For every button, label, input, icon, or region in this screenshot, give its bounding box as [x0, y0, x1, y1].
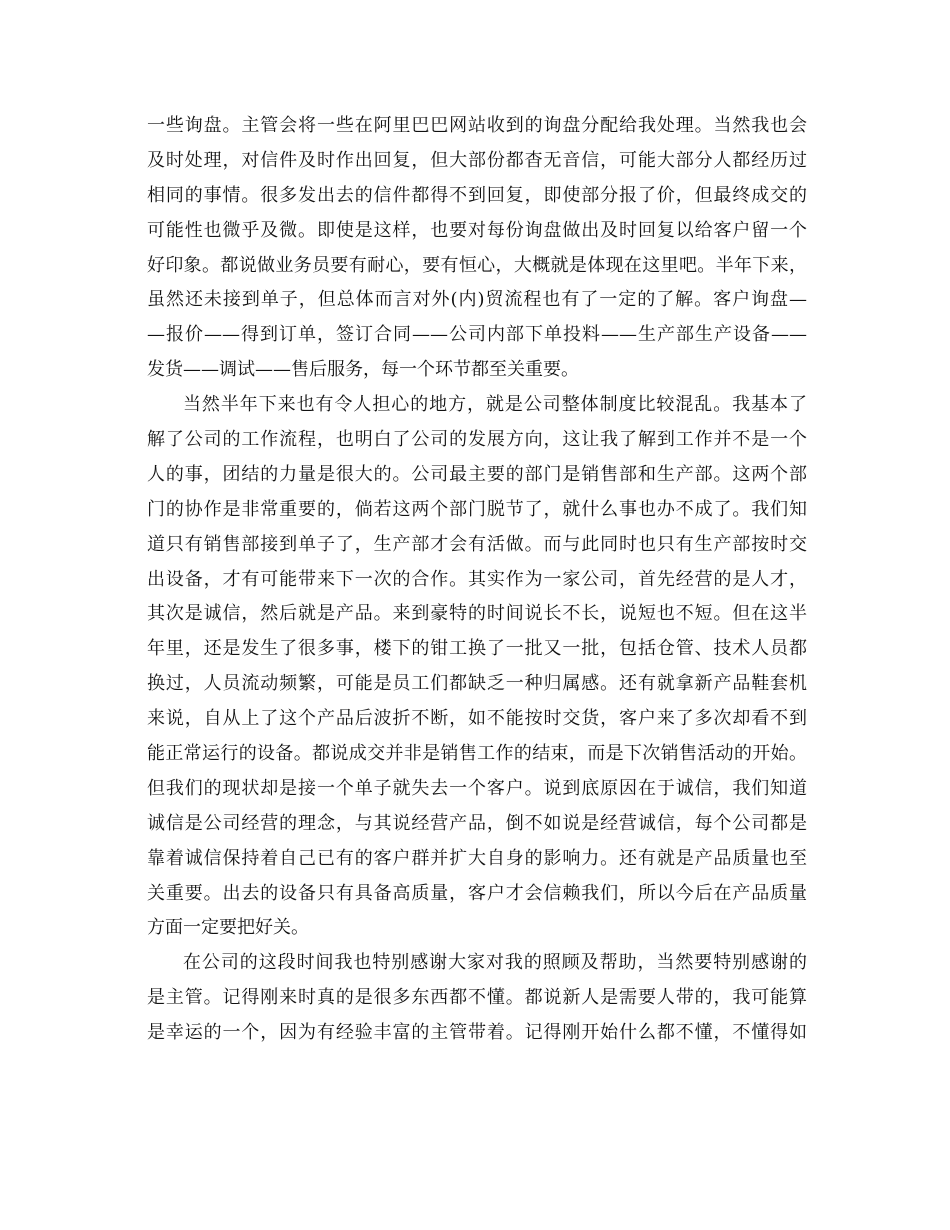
text-line: 能正常运行的设备。都说成交并非是销售工作的结束，而是下次销售活动的开始。	[147, 743, 807, 765]
text-line: 好印象。都说做业务员要有耐心，要有恒心，大概就是体现在这里吧。半年下来，	[147, 254, 807, 276]
text-line: 来说，自从上了这个产品后波折不断，如不能按时交货，客户来了多次却看不到	[147, 708, 807, 730]
text-line: 在公司的这段时间我也特别感谢大家对我的照顾及帮助，当然要特别感谢的	[183, 952, 807, 974]
text-line: 其次是诚信，然后就是产品。来到豪特的时间说长不长，说短也不短。但在这半	[147, 603, 807, 625]
text-line: 诚信是公司经营的理念，与其说经营产品，倒不如说是经营诚信，每个公司都是	[147, 812, 807, 834]
text-line: 年里，还是发生了很多事，楼下的钳工换了一批又一批，包括仓管、技术人员都	[147, 638, 807, 660]
body-text	[147, 109, 807, 1051]
text-line: 换过，人员流动频繁，可能是员工们都缺乏一种归属感。还有就拿新产品鞋套机	[147, 673, 807, 695]
text-line: —报价——得到订单，签订合同——公司内部下单投料——生产部生产设备——	[147, 324, 807, 346]
text-line: 方面一定要把好关。	[147, 917, 309, 939]
text-line: 一些询盘。主管会将一些在阿里巴巴网站收到的询盘分配给我处理。当然我也会	[147, 115, 807, 136]
text-line: 门的协作是非常重要的，倘若这两个部门脱节了，就什么事也办不成了。我们知	[147, 498, 807, 520]
text-line: 出设备，才有可能带来下一次的合作。其实作为一家公司，首先经营的是人才，	[147, 568, 807, 590]
text-line: 可能性也微乎及微。即使是这样，也要对每份询盘做出及时回复以给客户留一个	[147, 219, 807, 241]
text-line: 靠着诚信保持着自己已有的客户群并扩大自身的影响力。还有就是产品质量也至	[147, 847, 807, 869]
text-line: 及时处理，对信件及时作出回复，但大部份都杳无音信，可能大部分人都经历过	[147, 149, 807, 171]
text-line: 虽然还未接到单子，但总体而言对外(内)贸流程也有了一定的了解。客户询盘—	[147, 289, 807, 311]
text-line: 道只有销售部接到单子了，生产部才会有活做。而与此同时也只有生产部按时交	[147, 533, 807, 555]
text-line: 解了公司的工作流程，也明白了公司的发展方向，这让我了解到工作并不是一个	[147, 429, 807, 451]
text-line: 关重要。出去的设备只有具备高质量，客户才会信赖我们，所以今后在产品质量	[147, 882, 807, 904]
text-line: 当然半年下来也有令人担心的地方，就是公司整体制度比较混乱。我基本了	[183, 394, 807, 416]
text-line: 发货——调试——售后服务，每一个环节都至关重要。	[147, 359, 579, 381]
text-line: 人的事，团结的力量是很大的。公司最主要的部门是销售部和生产部。这两个部	[147, 463, 807, 485]
text-line: 是幸运的一个，因为有经验丰富的主管带着。记得刚开始什么都不懂，不懂得如	[147, 1022, 807, 1044]
text-line: 相同的事情。很多发出去的信件都得不到回复，即使部分报了价，但最终成交的	[147, 184, 807, 206]
text-line: 但我们的现状却是接一个单子就失去一个客户。说到底原因在于诚信，我们知道	[147, 777, 807, 799]
text-line: 是主管。记得刚来时真的是很多东西都不懂。都说新人是需要人带的，我可能算	[147, 987, 807, 1009]
